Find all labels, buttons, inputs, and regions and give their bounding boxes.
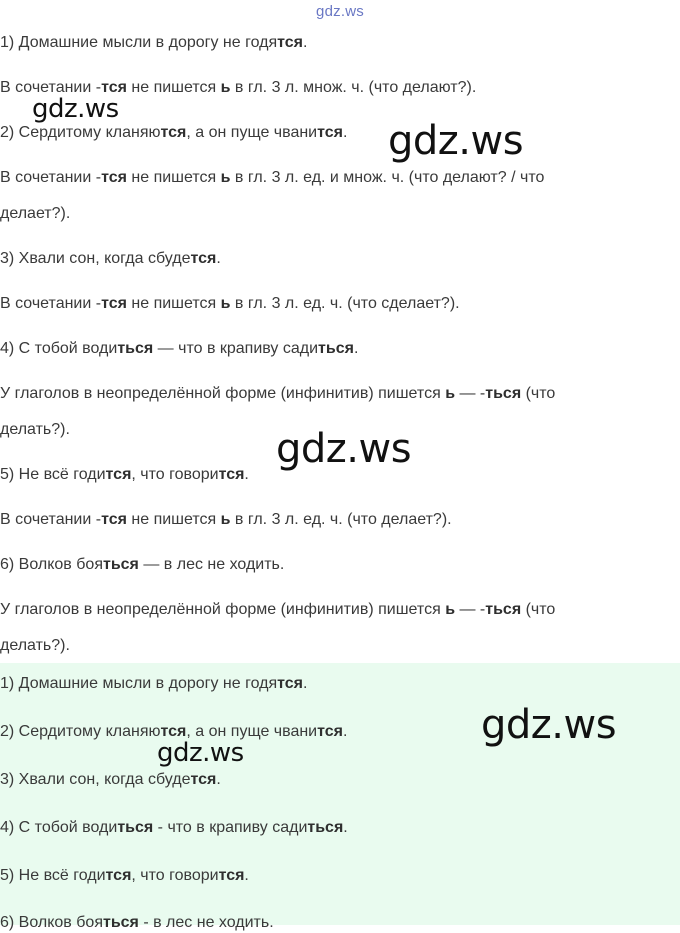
watermark: gdz.ws xyxy=(32,94,119,124)
watermark: gdz.ws xyxy=(157,738,244,768)
answer-3: 3) Хвали сон, когда сбудется. xyxy=(0,771,221,788)
answer-5: 5) Не всё годится, что говорится. xyxy=(0,867,249,884)
watermark: gdz.ws xyxy=(481,702,617,748)
watermark: gdz.ws xyxy=(276,426,412,472)
explanation-6: У глаголов в неопределённой форме (инфинитив) пишется ь — -ться (что xyxy=(0,601,556,618)
sentence-4: 4) С тобой водиться — что в крапиву садиться. xyxy=(0,340,359,357)
explanation-2-cont: делает?). xyxy=(0,205,71,222)
answer-2: 2) Сердитому кланяются, а он пуще чванится. xyxy=(0,723,348,740)
answer-6: 6) Волков бояться - в лес не ходить. xyxy=(0,914,274,931)
explanation-6-cont: делать?). xyxy=(0,637,70,654)
explanation-4-cont: делать?). xyxy=(0,421,70,438)
site-mark: gdz.ws xyxy=(316,3,364,20)
explanation-3: В сочетании -тся не пишется ь в гл. 3 л. ед. ч. (что сделает?). xyxy=(0,295,460,312)
explanation-1: В сочетании -тся не пишется ь в гл. 3 л. множ. ч. (что делают?). xyxy=(0,79,477,96)
sentence-5: 5) Не всё годится, что говорится. xyxy=(0,466,249,483)
sentence-3: 3) Хвали сон, когда сбудется. xyxy=(0,250,221,267)
sentence-1: 1) Домашние мысли в дорогу не годятся. xyxy=(0,34,308,51)
answer-4: 4) С тобой водиться - что в крапиву садиться. xyxy=(0,819,348,836)
explanation-2: В сочетании -тся не пишется ь в гл. 3 л. ед. и множ. ч. (что делают? / что xyxy=(0,169,545,186)
answer-1: 1) Домашние мысли в дорогу не годятся. xyxy=(0,675,308,692)
sentence-6: 6) Волков бояться — в лес не ходить. xyxy=(0,556,285,573)
watermark: gdz.ws xyxy=(388,118,524,164)
explanation-5: В сочетании -тся не пишется ь в гл. 3 л. ед. ч. (что делает?). xyxy=(0,511,452,528)
explanation-4: У глаголов в неопределённой форме (инфинитив) пишется ь — -ться (что xyxy=(0,385,556,402)
sentence-2: 2) Сердитому кланяются, а он пуще чванится. xyxy=(0,124,348,141)
